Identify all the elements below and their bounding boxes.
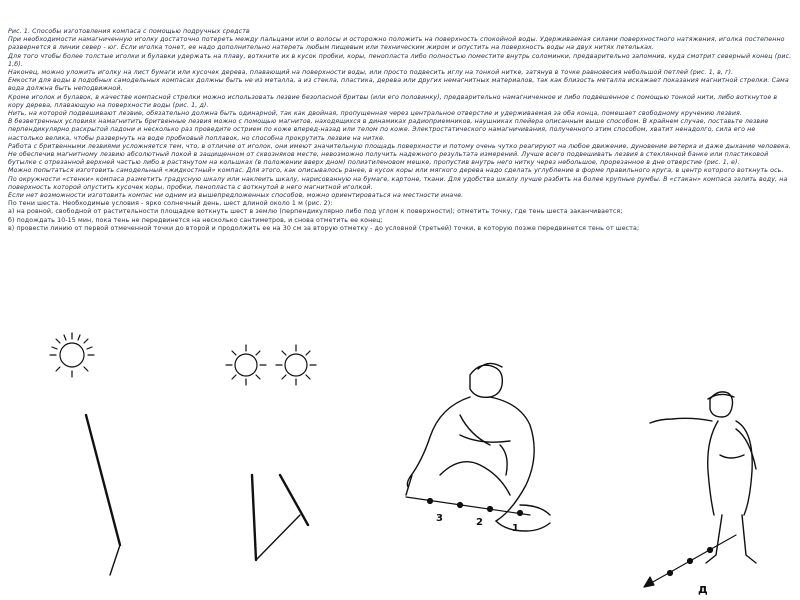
pole-shadow [256,515,300,560]
paragraph-containers: Емкости для воды в подобных самодельных компасах должны быть не из металла, а из стекла, пластика, дерева или других немагнитных материалов, так как близость металла искажает показания магнитной стрелки. Сама вода должна быть неподвижной. [8,77,789,93]
kneeling-person-drawing [400,325,570,595]
paragraph-thick-needles: Для того чтобы более толстые иголки и булавки удержать на плаву, воткните их в кусок пробки, коры, пенопласта либо полностью поместите внутрь соломинки, предварительно запомнив, куда смотрит северный конец (рис. 1,б). [8,52,792,68]
pole [280,475,308,525]
mark-label-2: 2 [476,517,483,528]
step-c: в) провести линию от первой отмеченной точки до второй и продолжить ее на 30 см за вторую отметку - до условной (третьей) точки, в которую позже передвинется тень от шеста; [8,224,640,232]
figure-caption: Рис. 1. Способы изготовления компаса с помощью подручных средств [8,28,250,35]
paragraph-paper-or-thread: Наконец, можно уложить иголку на лист бумаги или кусочек дерева, плавающий на поверхности воды, или просто подвесить иглу на тонкой нитке, затянув в точке равновесия небольшой петлей (рис. 1, в, г). [8,69,734,77]
step-a: а) на ровной, свободной от растительности площадке воткнуть шест в землю (перпендикулярно либо под углом к поверхности); отметить точку, где тень шеста заканчивается; [8,208,623,216]
paragraph-thread: Нить, на которой подвешивают лезвие, обязательно должна быть одинарной, так как двойная, пропущенная через центральное отверстие и удерживаемая за оба конца, помешает свободному кручению лезвия. [8,110,743,118]
standing-person-icon [650,392,756,563]
sun-pole-drawing-2 [210,325,370,585]
pole [252,475,256,560]
article-text [8,28,792,233]
sun-pole-drawing-1 [40,325,160,585]
paragraph-liquid-compass: Можно попытаться изготовить самодельный «жидкостный» компас. Для этого, как описывалось ранее, в кусок коры или мягкого дерева надо сделать углубление в форме правильного круга, в центр которого воткнуть ось. По окружности «стенки» компаса разметить градусную шкалу или наклеить шкалу, нарисованную на бумаге, картоне, ткани. Для удобства шкалу лучше разбить на более крупные румбы. В «стакан» компаса залить воду, на поверхность которой опустить кусочек коры, пробки, пенопласта с воткнутой в него магнитной иголкой. [8,167,788,191]
sun-icon [50,333,94,377]
paragraph-blade-sensitivity: Работа с бритвенными лезвиями усложняется тем, что, в отличие от иголок, они имеют значительную площадь поверхности и потому очень чутко реагируют на любое движение, дуновение ветерка и даже дыхание человека. Не обеспечив магнитному лезвию абсолютный покой в защищенном от сквозняков месте, невозможно получить надежного результата измерений. Лучше всего подвешивать лезвия в стеклянной банке или пластиковой бутылке с отрезанной верхней частью либо в растянутом на кольшках (в положении вверх дном) полиэтиленовом мешке, пропустив внутрь него нитку через небольшое, прорезанное в дне отверстие (рис. 1, е). [8,142,791,167]
paragraph-alternative: Если нет возможности изготовить компас ни одним из вышепредложенных способов, можно ориентироваться на местности иначе. [8,192,464,200]
mark-label-3: 3 [436,513,443,524]
paragraph-needle-on-water: При необходимости намагниченную иголку достаточно потереть между пальцами или о волосы и осторожно положить на поверхность спокойной воды. Удерживаемая силами поверхностного натяжения, иголка постепенно развернется в линии север - юг. Если иголка тонет, ее надо дополнительно натереть любым пищевым или техническим жиром и опустить на поверхность воды на двух нитях петельках. [8,36,785,52]
sun-icon [226,345,266,385]
step-b: б) подождать 10-15 мин, пока тень не передвинется на несколько сантиметров, и снова отметить ее конец; [8,216,383,224]
direction-arrow [644,535,736,587]
pole [86,415,120,545]
sun-icon [276,345,316,385]
kneeling-person-icon [406,363,550,531]
illustrations-row [0,325,800,600]
standing-person-drawing [640,325,790,600]
mark-label-1: 1 [512,523,519,534]
figure-label-d: д [698,582,708,596]
paragraph-magnetizing: В безветренных условиях намагнитить бритвенные лезвия можно с помощью магнитов, находящихся в динамиках радиоприемников, наушниках плейера описанным выше способом. В крайнем случае, поставьте лезвие перпендикулярно раскрытой ладони и несколько раз проведите острием по коже вперед-назад или телом по коже. Электростатического намагничивания, полученного этим способом, хватит ненадолго, сила его не настолько велика, чтобы развернуть на воде пробковый поплавок, но способна прокрутить лезвие на нитке. [8,118,769,142]
paragraph-razor-blades: Кроме иголок и булавок, в качестве компасной стрелки можно использовать лезвие безопасной бритвы (или его половинку), предварительно намагниченное и либо подвешенное с помощью тонкой нити, либо воткнутое в кору дерева, плавающую на поверхности воды (рис. 1, д). [8,93,778,109]
paragraph-pole-shadow: По тени шеста. Необходимые условия - ярко солнечный день, шест длиной около 1 м (рис. 2): [8,200,333,208]
pole-shadow [110,545,120,575]
